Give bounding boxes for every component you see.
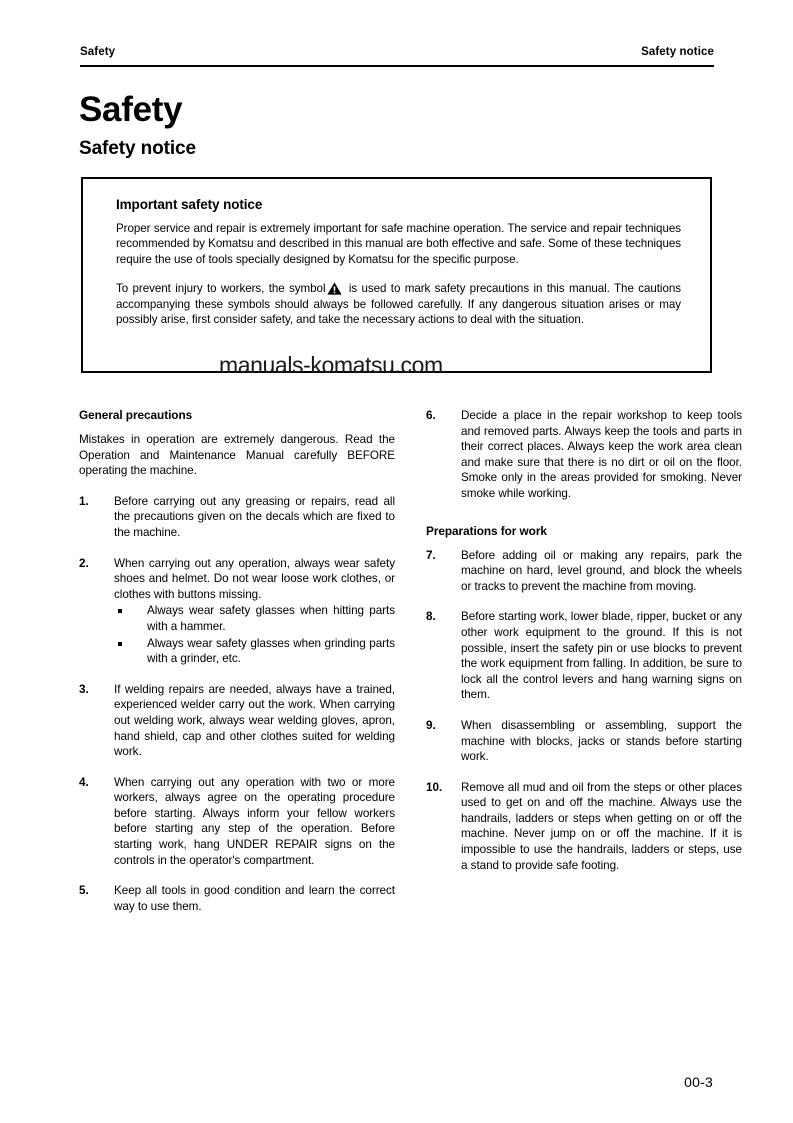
page-subtitle: Safety notice bbox=[79, 138, 196, 159]
list-item-text: Before starting work, lower blade, ripper, bucket or any other work equipment to the ground. If this is not possible, insert the safety pin or use blocks to prevent the work equipment from falling. In addition, be sure to lock all the control levers and hang warning signs on them. bbox=[461, 610, 742, 702]
warning-triangle-icon bbox=[327, 282, 342, 295]
list-item-number: 8. bbox=[426, 610, 436, 624]
section-heading-preparations-for-work: Preparations for work bbox=[426, 523, 547, 538]
general-precautions-intro: Mistakes in operation are extremely dangerous. Read the Operation and Maintenance Manual carefully BEFORE operating the machine. bbox=[79, 433, 395, 478]
notice-paragraph-2-after: is used to mark safety precautions in this manual. The cautions accompanying these symbols should always be followed carefully. If any dangerous situation arises or may possibly arise, first consider safety, and take the necessary actions to deal with the situation. bbox=[116, 282, 681, 327]
notice-paragraph-1: Proper service and repair is extremely important for safe machine operation. The service and repair techniques recommended by Komatsu and described in this manual are both effective and safe. Some of these techniques require the use of tools specially designed by Komatsu for the specific purpose. bbox=[116, 222, 681, 266]
sub-list-item bbox=[114, 603, 395, 634]
square-bullet-icon bbox=[118, 609, 122, 613]
list-item bbox=[79, 556, 395, 667]
list-item-text: When disassembling or assembling, support the machine with blocks, jacks or stands before starting work. bbox=[461, 718, 742, 764]
list-item-number: 7. bbox=[426, 548, 436, 562]
notice-title: Important safety notice bbox=[116, 197, 263, 212]
left-column bbox=[79, 408, 395, 929]
sub-list-item bbox=[114, 636, 395, 667]
list-item bbox=[426, 718, 742, 765]
important-safety-notice-box bbox=[81, 177, 712, 373]
list-item-number: 2. bbox=[79, 556, 89, 570]
list-item-text: Keep all tools in good condition and learn the correct way to use them. bbox=[114, 884, 395, 913]
list-item-text: Before carrying out any greasing or repairs, read all the precautions given on the decals which are fixed to the machine. bbox=[114, 494, 395, 539]
list-item bbox=[426, 609, 742, 703]
list-item bbox=[79, 883, 395, 914]
list-item-text: When carrying out any operation with two or more workers, always agree on the operating procedure before starting. Always inform your fellow workers before starting any step of the operation. Before starting work, hang UNDER REPAIR signs on the controls in the operator's compartment. bbox=[114, 775, 395, 867]
list-item bbox=[79, 775, 395, 869]
list-item bbox=[79, 494, 395, 541]
notice-content bbox=[116, 197, 681, 327]
list-item-number: 4. bbox=[79, 775, 89, 789]
list-item-number: 10. bbox=[426, 780, 443, 794]
page-number: 00-3 bbox=[684, 1074, 713, 1090]
list-item bbox=[426, 548, 742, 595]
list-item-text: Before adding oil or making any repairs, park the machine on hard, level ground, and block the wheels or tracks to prevent the machine from moving. bbox=[461, 548, 742, 593]
list-item-text: When carrying out any operation, always wear safety shoes and helmet. Do not wear loose work clothes, or clothes with buttons missing. bbox=[114, 556, 395, 601]
right-column bbox=[426, 408, 742, 888]
notice-paragraph-2-before: To prevent injury to workers, the symbol bbox=[116, 282, 326, 296]
sub-list-item-text: Always wear safety glasses when hitting parts with a hammer. bbox=[147, 604, 395, 633]
list-item-number: 5. bbox=[79, 884, 89, 898]
square-bullet-icon bbox=[118, 642, 122, 646]
running-header bbox=[80, 46, 714, 68]
header-section-label: Safety notice bbox=[641, 46, 714, 58]
list-item-number: 3. bbox=[79, 682, 89, 696]
list-item-number: 9. bbox=[426, 718, 436, 732]
section-heading-general-precautions: General precautions bbox=[79, 408, 193, 422]
sub-list-item-text: Always wear safety glasses when grinding parts with a grinder, etc. bbox=[147, 636, 395, 666]
list-item-text: If welding repairs are needed, always have a trained, experienced welder carry out the work. When carrying out welding work, always wear welding gloves, apron, hand shield, cap and other clothes suited for welding work. bbox=[114, 682, 395, 759]
page-title: Safety bbox=[79, 90, 183, 129]
list-item bbox=[426, 780, 742, 874]
header-chapter-label: Safety bbox=[80, 46, 116, 58]
list-item-text: Remove all mud and oil from the steps or other places used to get on and off the machine. Always use the handrails, ladders or steps when getting on or off the machine. Never jump on or off the machine. If it is impossible to use the handrails, ladders or steps, use a stand to provide safe footing. bbox=[461, 780, 742, 872]
list-item-number: 6. bbox=[426, 409, 436, 422]
list-item-number: 1. bbox=[79, 494, 89, 508]
watermark-text: manuals-komatsu.com bbox=[219, 352, 443, 378]
header-divider-rule bbox=[80, 65, 714, 67]
list-item bbox=[79, 682, 395, 760]
list-item bbox=[426, 408, 742, 502]
notice-paragraph-2 bbox=[116, 281, 681, 327]
list-item-text: Decide a place in the repair workshop to keep tools and removed parts. Always keep the tools and parts in their correct places. Always keep the work area clean and make sure that there is no dirt or oil on the floor. Smoke only in the areas provided for smoking. Never smoke while working. bbox=[461, 409, 742, 500]
